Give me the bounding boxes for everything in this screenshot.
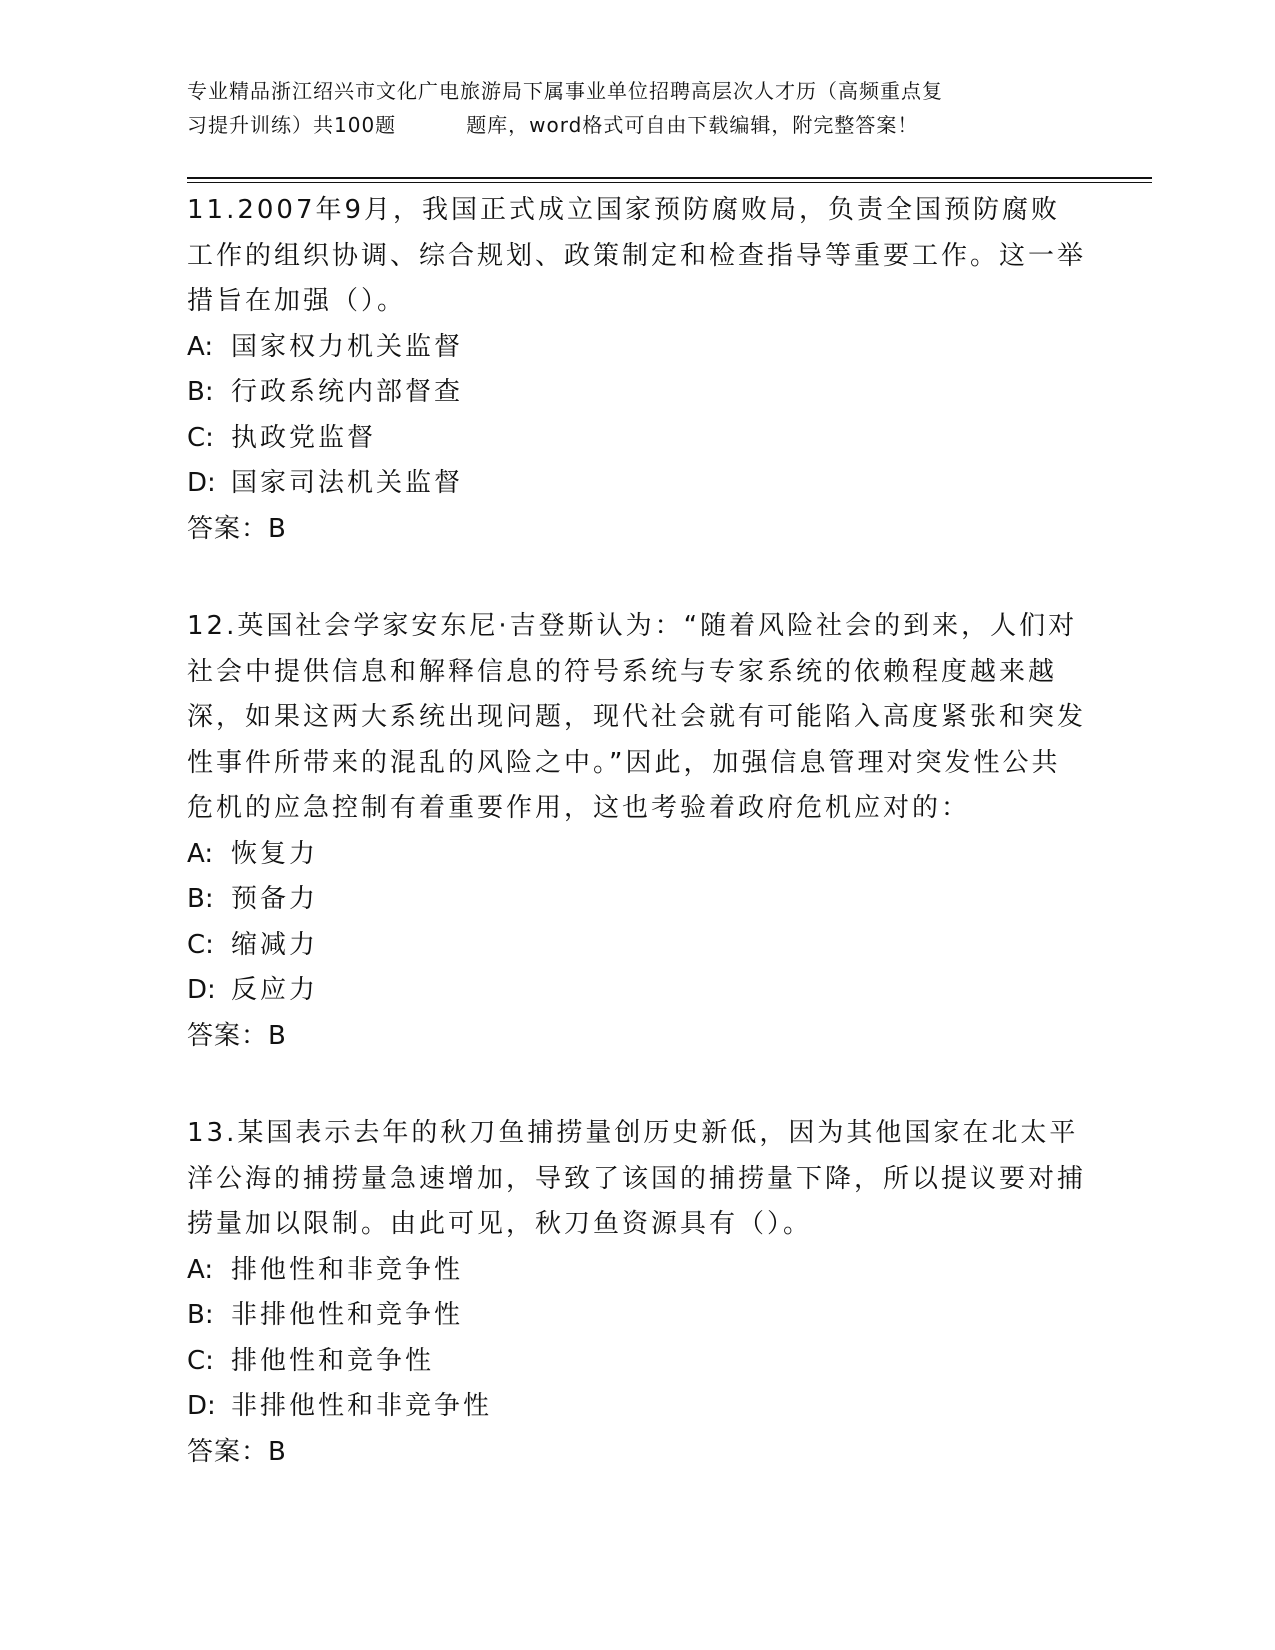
option-text: 非排他性和非竞争性 [231, 1391, 493, 1421]
question-list [187, 188, 1087, 1527]
option-d [187, 1384, 1087, 1430]
option-c [187, 416, 1087, 462]
option-letter: D: [187, 468, 216, 498]
option-d [187, 461, 1087, 507]
option-a [187, 832, 1087, 878]
option-b [187, 1293, 1087, 1339]
header-line-2-part-2: 题库，word格式可自由下载编辑，附完整答案！ [466, 113, 919, 137]
option-text: 执政党监督 [231, 422, 377, 453]
answer-line: 答案：B [187, 513, 287, 544]
header-line-2-part-1: 习提升训练）共100题 [187, 113, 397, 137]
option-text: 反应力 [231, 975, 319, 1005]
option-a [187, 1248, 1087, 1294]
option-text: 非排他性和竞争性 [231, 1300, 464, 1330]
option-text: 排他性和非竞争性 [231, 1254, 464, 1285]
header-divider-thin [187, 182, 1152, 183]
option-text: 国家司法机关监督 [231, 468, 464, 498]
document-header [187, 74, 1087, 142]
question-13 [187, 1111, 1087, 1475]
option-text: 行政系统内部督查 [231, 377, 464, 407]
option-b [187, 877, 1087, 923]
option-letter: C: [187, 929, 214, 960]
option-letter: A: [187, 331, 214, 362]
option-letter: D: [187, 975, 216, 1005]
option-d [187, 968, 1087, 1014]
answer-line: 答案：B [187, 1436, 287, 1467]
option-letter: C: [187, 422, 214, 453]
header-line-1: 专业精品浙江绍兴市文化广电旅游局下属事业单位招聘高层次人才历（高频重点复 [187, 79, 943, 103]
header-line-2 [187, 108, 1087, 142]
answer-line: 答案：B [187, 1020, 287, 1051]
option-letter: B: [187, 1300, 214, 1330]
option-c [187, 923, 1087, 969]
header-divider-thick [187, 177, 1152, 179]
option-text: 排他性和竞争性 [231, 1345, 435, 1376]
question-text: 11.2007年9月，我国正式成立国家预防腐败局，负责全国预防腐败工作的组织协调、综合规划、政策制定和检查指导等重要工作。这一举措旨在加强（）。 [187, 195, 1087, 316]
option-text: 预备力 [231, 884, 319, 914]
question-text: 12.英国社会学家安东尼·吉登斯认为：“随着风险社会的到来，人们对社会中提供信息和解释信息的符号系统与专家系统的依赖程度越来越深，如果这两大系统出现问题，现代社会就有可能陷入高度紧张和突发性事件所带来的混乱的风险之中。”因此，加强信息管理对突发性公共危机的应急控制有着重要作用，这也考验着政府危机应对的： [187, 611, 1087, 823]
option-text: 缩减力 [231, 929, 319, 960]
option-letter: B: [187, 884, 214, 914]
option-a [187, 325, 1087, 371]
option-letter: D: [187, 1391, 216, 1421]
question-text: 13.某国表示去年的秋刀鱼捕捞量创历史新低，因为其他国家在北太平洋公海的捕捞量急速增加，导致了该国的捕捞量下降，所以提议要对捕捞量加以限制。由此可见，秋刀鱼资源具有（）。 [187, 1118, 1087, 1239]
option-b [187, 370, 1087, 416]
option-text: 恢复力 [231, 838, 319, 869]
option-letter: B: [187, 377, 214, 407]
option-letter: C: [187, 1345, 214, 1376]
option-c [187, 1339, 1087, 1385]
question-12 [187, 604, 1087, 1059]
option-letter: A: [187, 1254, 214, 1285]
option-text: 国家权力机关监督 [231, 331, 464, 362]
option-letter: A: [187, 838, 214, 869]
question-11 [187, 188, 1087, 552]
